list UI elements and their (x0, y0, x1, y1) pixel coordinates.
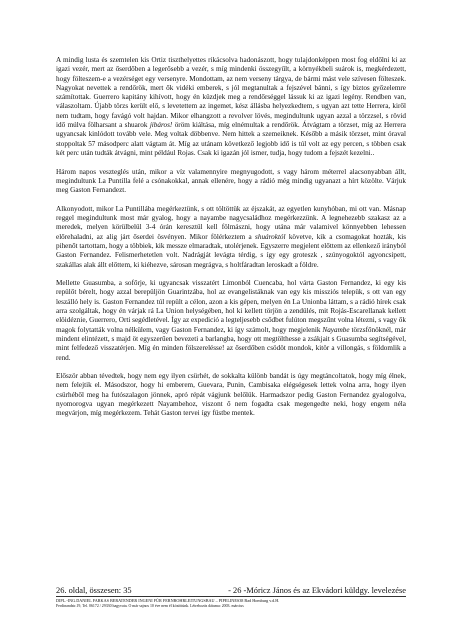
footer-divider (56, 596, 406, 597)
paragraph (56, 56, 406, 158)
paragraph-text: törzsfőnöknél, már mindent elintézett, s majd öt egyszerűen bevezeti a barlangba, hogy ott megtölthesse a zsákjait s Guasumba segítségével, mint felfedező visszatérjen. Míg én minden fölszerelésse! az őserdőben csödöt mondok, kitör a villongás, s földomlik a rend. (56, 325, 406, 362)
footer-address-line: DIPL.-ING.DANIEL FARKAS BERATENDER INGENI FÜR FERNROHRLEITUNGSBAU – PIPELINES38 Bad Homburg v.d.H. (56, 598, 280, 603)
footer-title: - 26 -Móricz János és az Ekvádori küldgy. levelezése (228, 586, 406, 595)
paragraph-text: A mindig lusta és szemtelen kis Ortiz tiszthelyettes rikácsolva hadonászott, hogy tulajdonképpen most fog eldőlni ki az igazi vezér, mert az őserdőben a legerősebb a vezér, s míg mindenki összegyűlt, a környékbeli suárok is, megkérdezett, hogy fölteszem-e a vezérséget egy versenyre. Mondottam, az nem verseny tárgya, de bármi mást vele szívesen fölteszek. Nagyokat nevettek a rendőrök, mert ők vidéki emberek, s jól megtanultak a fejszével bánni, s így biztos győzelemre számítottak. Guerrero kapitány kihívott, hogy én küzdjek meg a rendőrséggel lássuk ki az igazi legény. Rendben van, válaszoltam. Újabb törzs került elő, s levetettem az ingemet, kész állásba helyezkedtem, s ugyan azt tette Herrera, kiről nem tudtam, hogy favágó volt hajdan. Mikor elhangzott a revolver lövés, megindultunk ugyan azzal a törzzsel, s rövid idő múlva fölharsant a shuarok (56, 56, 406, 130)
paragraph-text: Alkonyodott, mikor La Puntillába megérkeztünk, s ott töltöttük az éjszakát, az egyetlen kunyhóban, mi ott van. Másnap reggel megindultunk most már gyalog, hogy a nayambe nagycsaládhoz megérkezzünk. A legnehezebb szakasz az a meredek, melyen körülbelül 3-4 órán keresztül kell fölmászni, hogy utána már valamivel könnyebben lehessen előrehaladni, az alig járt őserdei ösvényen. Mikor fölérkeztem a (56, 204, 406, 241)
paragraph-text: követve, kik a csomagokat hozták, kis pihenőt tartottam, hogy a többiek, kik messze elmaradtak, utolérjenek. Egyszerre megjelent előttem az ellenkező irányból Gaston Fernandez. Felismerhetetlen volt. Nadrágját levágta térdig, s így egy groteszk , szúnyogoktól agyoncsipett, szakállas alak állt előttem, ki kiéhezve, sárosan megrágva, s holtfáradtan leroskadt a földre. (56, 232, 406, 269)
paragraph-text: öröm kiáltása, míg elnémultak a rendőrök. Átvágtam a törzset, míg az Herrera ugyancsak kinlódott tovább vele. Meg voltak döbbenve. Nem hittek a szemeiknek. Később a másik törzset, mint óraval stoppoltak 57 másodperc alatt vágtam át. Míg az utánam következő legjobb idő is túl volt az egy percen, s többen csak két perc után tudták átvágni, mint például Rojas. Csak ki igazán jól ismer, tudja, hogy tudom a fejszét kezelni.. (56, 121, 406, 157)
emphasized-text: jibáros! (149, 121, 173, 130)
paragraph (56, 372, 406, 418)
emphasized-text: shuároktól (255, 232, 286, 241)
paragraph (56, 279, 406, 363)
footer-info-line: Ferdinandstr.19, Tel. 06172 / 29330 hagyvata. Ó már sajnos 10 éve nem él közöttünk. Létrehozás dátuma: 2003. március (56, 604, 244, 608)
paragraph-text: Három napos veszteglés után, mikor a víz valamennyire megnyugodott, s vagy három méterrel alacsonyabban állt, megindultunk La Puntilla felé a csónakokkal, annak ellenére, hogy a rádió még mindig ugyanazt a hírt közölte. Várjuk meg Gaston Fernandezt. (56, 167, 406, 195)
document-body (56, 56, 406, 428)
paragraph-text: Mellette Guasumba, a sofőrje, ki ugyancsak visszatért Limonból Cuencaba, hol várta Gaston Fernandez, ki egy kis repülőt bérelt, hogy azzal berepüljön Guarintzába, hol az evangelistáknak van egy kis missziós telepük, s ott van egy leszálló hely is. Gaston Fernandez túl repült a célon, azon a kis gépen, melyen én La Unionba láttam, s a rádió hírek csak arra szolgáltak, hogy én várjak rá La Union helységében, hol ki kellett törjön a zendülés, mit Rojás-Escarellanak kellett elöidéznie, Guerrero, Orti segédletével. Így az expedició a legteljesebb csődbet fulúton megszűnt volna létezni, s vagy ők magok folytatták volna nélkülem, vagy Gaston Fernandez, ki így számolt, hogy megjelenik (56, 279, 406, 334)
paragraph (56, 168, 406, 196)
footer (56, 586, 406, 596)
paragraph-text: Először abban tévedtek, hogy nem egy ilyen csürhét, de sokkalta különb bandát is úgy megtáncoltatok, hogy míg élnek, nem felejtik el. Másodszor, hogy hi emberem, Guevara, Punin, Cambisaka elégségesek lettek volna arra, hogy ilyen csürhéből meg ha futószalagon jönnek, apró répát vágjunk belőlük. Harmadszor pedig Gaston Fernandez gyalogolva, nyomorogva ugyan megérkezett Nayambehoz, viszont ő nem fogadta csak megengedte neki, hogy engem néla megvárjon, míg megérkezem. Tehát Gaston tervei így füstbe mentek. (56, 372, 406, 418)
paragraph (56, 205, 406, 270)
emphasized-text: Nayambe (322, 325, 350, 334)
page-number-label: 26. oldal, összesen: 35 (56, 586, 132, 595)
